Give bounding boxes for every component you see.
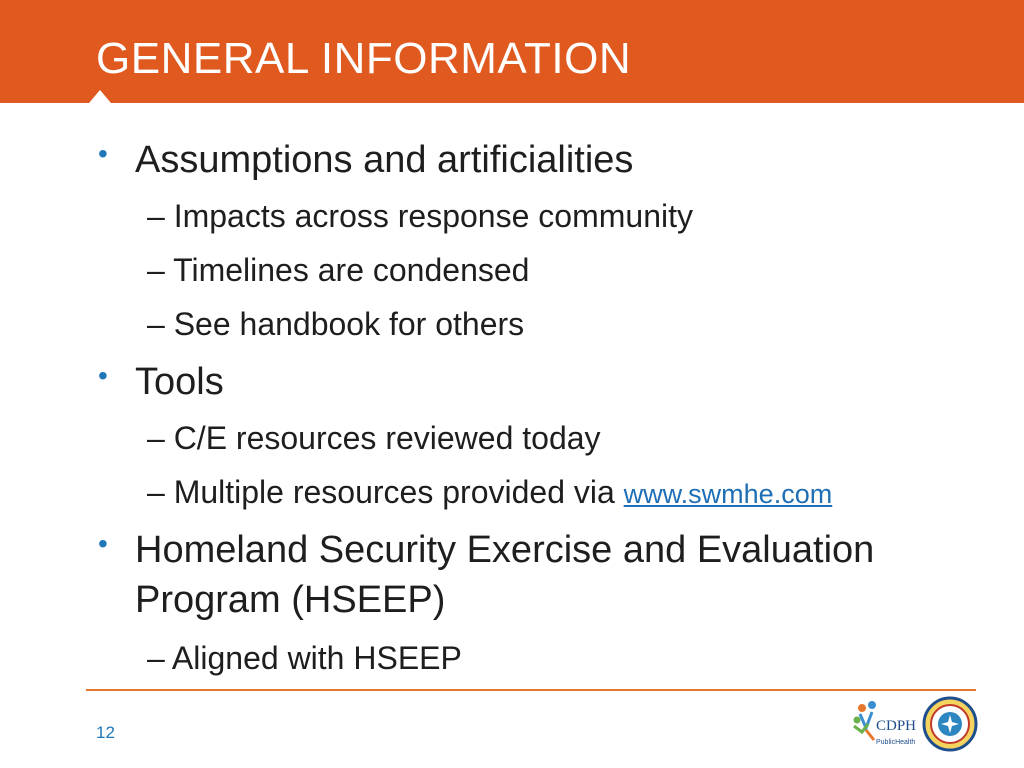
cdph-logo-text: CDPH <box>876 718 917 734</box>
bullet-item-tools: Tools <box>135 361 224 403</box>
sub-bullet-item: – Impacts across response community <box>147 198 693 234</box>
sub-bullet-item: – Multiple resources provided via www.swmhe.com <box>147 474 833 510</box>
swmhe-link[interactable]: www.swmhe.com <box>623 479 833 509</box>
sub-bullet-item: – C/E resources reviewed today <box>147 420 601 456</box>
page-number: 12 <box>96 723 115 742</box>
bullet-icon: • <box>98 138 108 169</box>
sub-bullet-text: See handbook for others <box>173 306 525 342</box>
bullet-item-assumptions: Assumptions and artificialities <box>135 139 634 181</box>
sub-bullet-text: Aligned with HSEEP <box>171 640 462 676</box>
sub-bullet-item: – See handbook for others <box>147 306 525 342</box>
bullet-item-hseep-line1: Homeland Security Exercise and Evaluation <box>135 529 875 571</box>
emsa-seal-icon <box>922 696 978 752</box>
sub-bullet-text: C/E resources reviewed today <box>173 420 601 456</box>
sub-bullet-item: – Timelines are condensed <box>147 252 530 288</box>
bullet-icon: • <box>98 360 108 391</box>
slide-title: GENERAL INFORMATION <box>96 34 632 83</box>
footer-divider <box>86 689 976 691</box>
sub-bullet-text: Multiple resources provided via <box>173 474 615 510</box>
sub-bullet-text: Timelines are condensed <box>173 252 530 288</box>
bullet-icon: • <box>98 528 108 559</box>
sub-bullet-item: – Aligned with HSEEP <box>147 640 462 676</box>
bullet-item-hseep-line2: Program (HSEEP) <box>135 579 446 621</box>
cdph-logo-subtext: PublicHealth <box>876 739 916 746</box>
sub-bullet-text: Impacts across response community <box>173 198 693 234</box>
cdph-logo-icon <box>852 700 922 750</box>
